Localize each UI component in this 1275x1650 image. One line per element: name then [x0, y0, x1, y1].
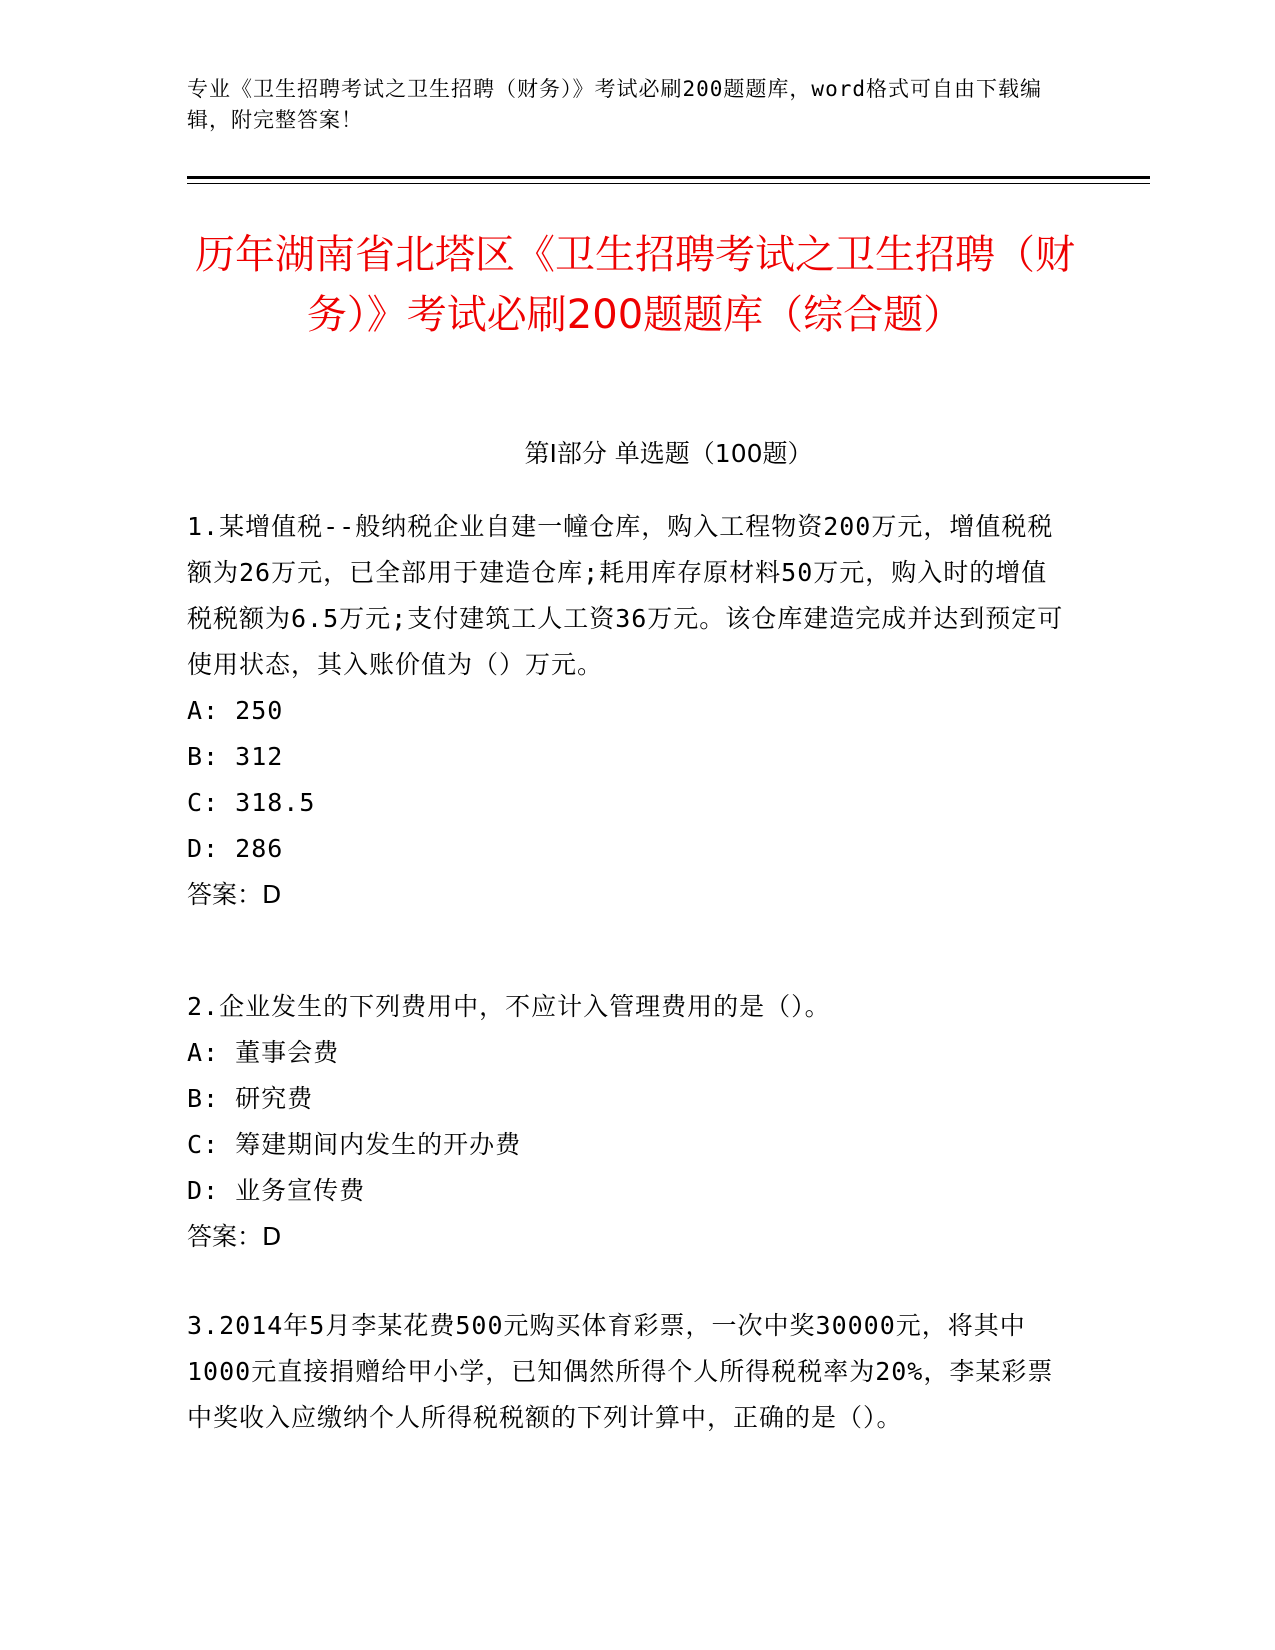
option-b: B: 312 — [187, 742, 284, 771]
option-b: B: 研究费 — [187, 1084, 314, 1113]
option-d: D: 286 — [187, 834, 284, 863]
option-c: C: 筹建期间内发生的开办费 — [187, 1130, 522, 1159]
question-3 — [187, 1303, 1067, 1441]
question-stem: 3.2014年5月李某花费500元购买体育彩票，一次中奖30000元，将其中1000元直接捐赠给甲小学，已知偶然所得个人所得税税率为20%，李某彩票中奖收入应缴纳个人所得税税额的下列计算中，正确的是（）。 — [187, 1311, 1054, 1432]
option-a: A: 董事会费 — [187, 1038, 340, 1067]
header-divider-thick — [187, 176, 1150, 179]
answer: 答案：D — [187, 880, 282, 909]
question-stem: 1.某增值税--般纳税企业自建一幢仓库，购入工程物资200万元，增值税税额为26万元，已全部用于建造仓库;耗用库存原材料50万元，购入时的增值税税额为6.5万元;支付建筑工人工资36万元。该仓库建造完成并达到预定可使用状态，其入账价值为（）万元。 — [187, 512, 1064, 679]
question-1 — [187, 504, 1067, 918]
header-divider-thin — [187, 183, 1150, 184]
answer: 答案：D — [187, 1222, 282, 1251]
question-stem: 2.企业发生的下列费用中，不应计入管理费用的是（）。 — [187, 992, 831, 1021]
option-c: C: 318.5 — [187, 788, 316, 817]
option-a: A: 250 — [187, 696, 284, 725]
header-note: 专业《卫生招聘考试之卫生招聘（财务）》考试必刷200题题库，word格式可自由下载编辑，附完整答案！ — [187, 77, 1042, 132]
option-d: D: 业务宣传费 — [187, 1176, 366, 1205]
section-title: 第I部分 单选题（100题） — [524, 439, 813, 468]
document-title: 历年湖南省北塔区《卫生招聘考试之卫生招聘（财务）》考试必刷200题题库（综合题） — [195, 232, 1075, 338]
question-2 — [187, 984, 1067, 1260]
